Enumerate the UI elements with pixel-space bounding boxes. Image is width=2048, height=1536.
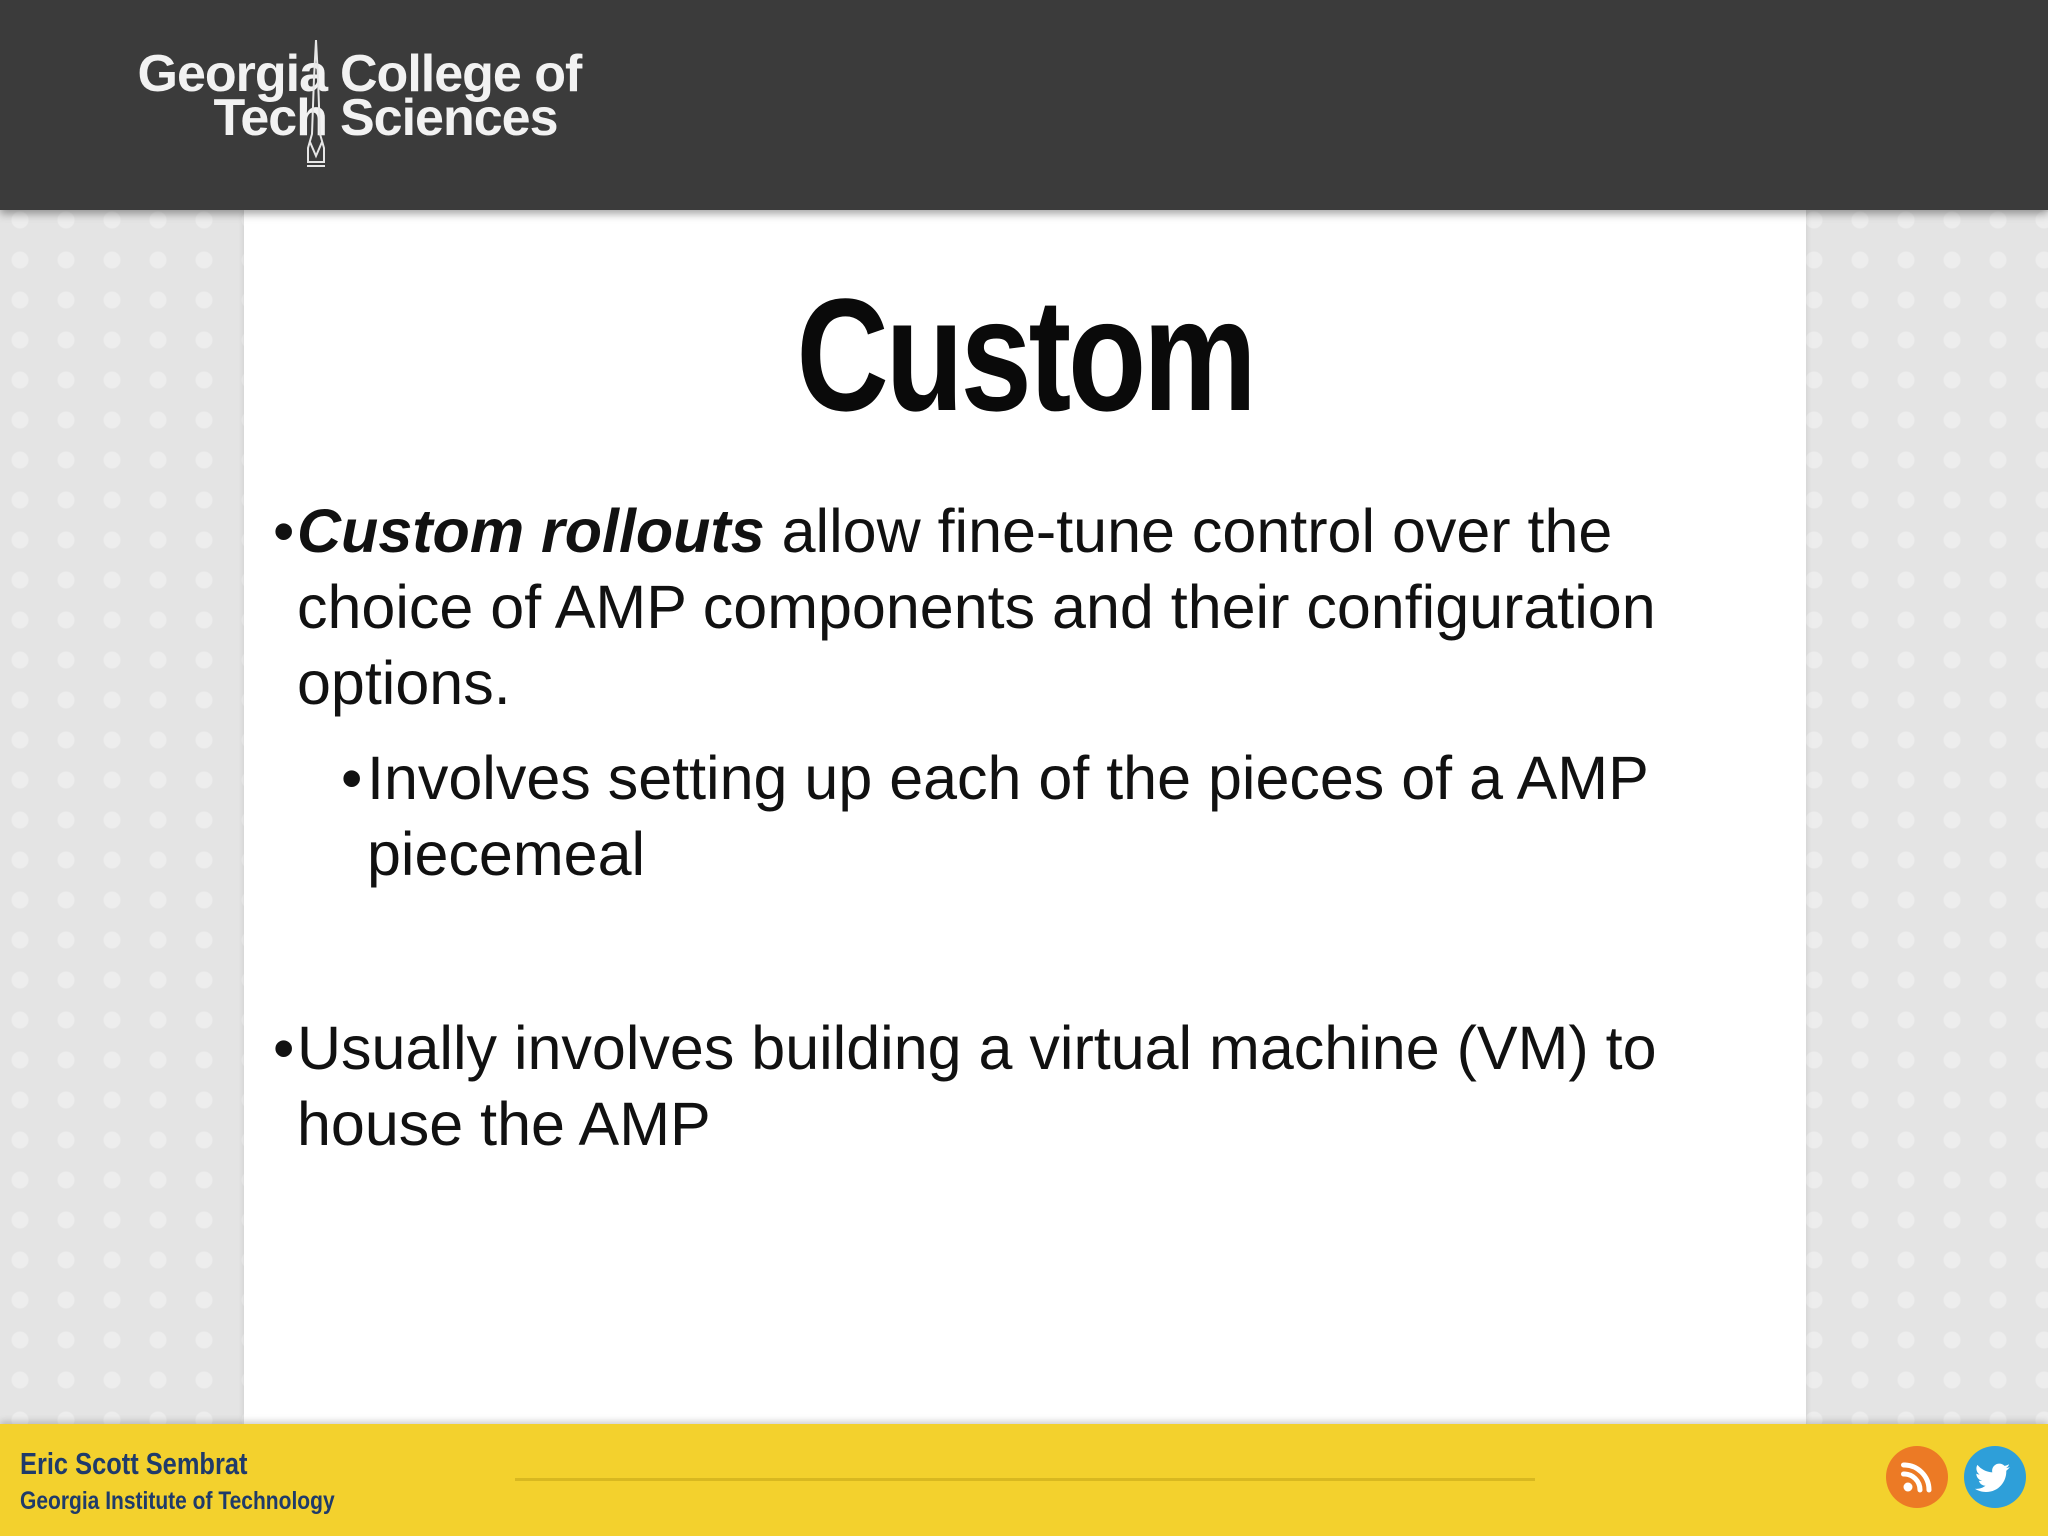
- twitter-icon[interactable]: [1964, 1446, 2026, 1508]
- bullet-text: [297, 493, 1767, 721]
- header-bar: [0, 0, 2048, 210]
- slide-title: Custom: [796, 265, 1254, 444]
- logo-text-sciences: Sciences: [340, 89, 558, 147]
- twitter-bird-glyph: [1964, 1446, 2026, 1508]
- rss-icon[interactable]: [1886, 1446, 1948, 1508]
- logo-text-georgia: Georgia: [137, 45, 327, 103]
- bullet-body: allow fine-tune control over the choice of AMP components and their configuration options.: [297, 497, 1656, 717]
- sub-bullet-marker: •: [341, 744, 363, 812]
- bullet-emphasis: Custom rollouts: [297, 497, 765, 565]
- author-name: Eric Scott Sembrat: [20, 1446, 248, 1481]
- georgia-tech-college-of-sciences-logo[interactable]: [40, 38, 680, 173]
- bullet-text: Usually involves building a virtual machine (VM) to house the AMP: [297, 1014, 1657, 1158]
- slide-content-panel: [244, 210, 1806, 1425]
- rss-glyph: [1886, 1446, 1948, 1508]
- bullet-item-virtual-machine: [273, 1010, 1767, 1162]
- author-institution: Georgia Institute of Technology: [20, 1487, 335, 1515]
- bullet-item-custom-rollouts: [273, 493, 1767, 721]
- bullet-marker: •: [273, 1014, 295, 1082]
- footer-divider: [515, 1478, 1535, 1481]
- logo-wordmark-college-of-sciences: [340, 45, 582, 147]
- bullet-marker: •: [273, 497, 295, 565]
- sub-bullet-text: Involves setting up each of the pieces of a AMP piecemeal: [367, 744, 1648, 888]
- footer-bar: [0, 1424, 2048, 1536]
- sub-bullet-item-piecemeal: [341, 740, 1767, 892]
- logo-text-college-of: College of: [340, 45, 582, 103]
- logo-text-tech: Tech: [213, 89, 327, 147]
- tech-tower-spire-icon: [298, 38, 334, 170]
